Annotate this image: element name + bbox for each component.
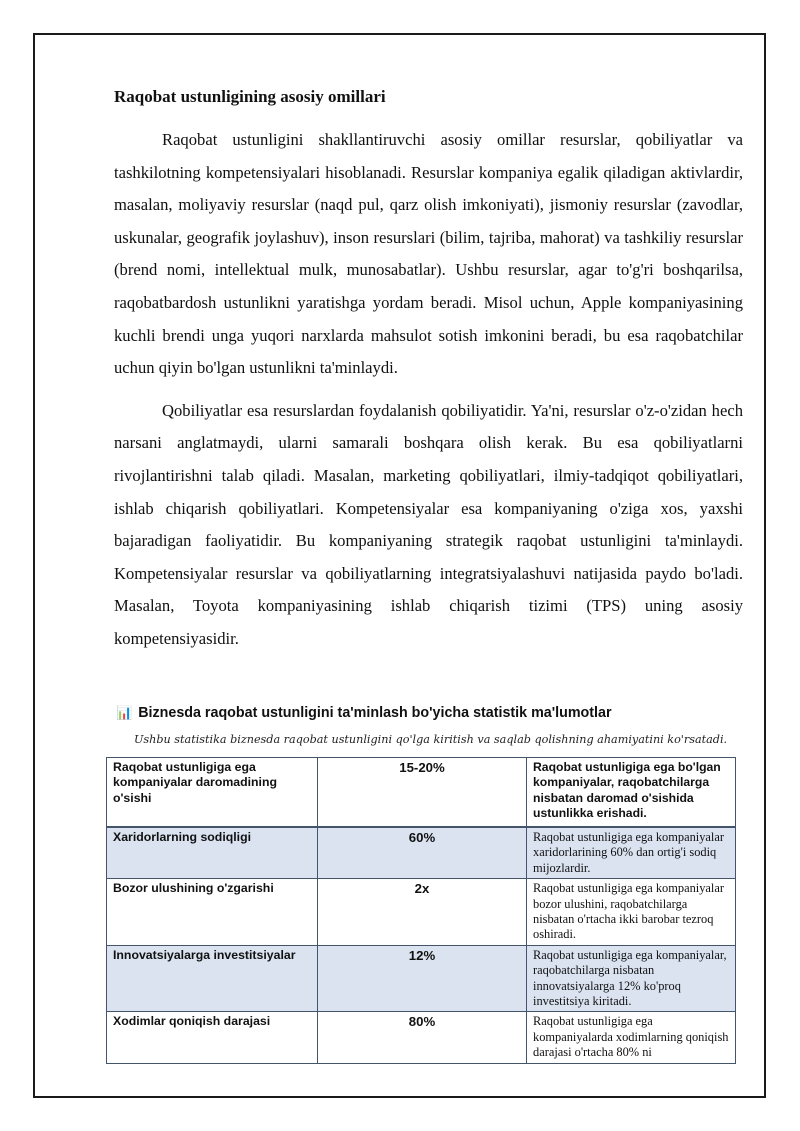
table-cell-value: 60% [318, 827, 527, 879]
table-cell-value: 80% [318, 1012, 527, 1063]
statistics-description: Ushbu statistika biznesda raqobat ustunligini qo'lga kiritish va saqlab qolishning ahamiyatini ko'rsatadi. [134, 733, 728, 746]
table-cell-value: 15-20% [318, 758, 527, 828]
table-row [107, 827, 736, 879]
table-row [107, 945, 736, 1012]
statistics-title [116, 703, 612, 723]
table-cell-value: 12% [318, 945, 527, 1012]
table-cell-indicator: Raqobat ustunligiga ega kompaniyalar daromadining o'sishi [107, 758, 318, 828]
paragraph-resources: Raqobat ustunligini shakllantiruvchi asosiy omillar resurslar, qobiliyatlar va tashkilotning kompetensiyalari hisoblanadi. Resurslar kompaniya egalik qiladigan aktivlardir, masalan, moliyaviy resurslar (naqd pul, qarz olish imkoniyati), jismoniy resurslar (zavodlar, uskunalar, geografik joylashuv), inson resurslari (bilim, tajriba, mahorat) va tashkiliy resurslar (brend nomi, intellektual mulk, munosabatlar). Ushbu resurslar, agar to'g'ri boshqarilsa, raqobatbardosh ustunlikni yaratishga yordam beradi. Misol uchun, Apple kompaniyasining kuchli brendi unga yuqori narxlarda mahsulot sotish imkonini beradi, bu esa raqobatchilar uchun qiyin bo'lgan ustunlikni ta'minlaydi. [114, 130, 743, 378]
table-cell-indicator: Xodimlar qoniqish darajasi [107, 1012, 318, 1063]
table-row [107, 1012, 736, 1063]
table-cell-indicator: Xaridorlarning sodiqligi [107, 827, 318, 879]
table-cell-explanation: Raqobat ustunligiga ega bo'lgan kompaniyalar, raqobatchilarga nisbatan daromad o'sishida ustunlikka erishadi. [527, 758, 736, 828]
bar-chart-icon: 📊 [116, 705, 133, 720]
table-cell-explanation: Raqobat ustunligiga ega kompaniyalar, raqobatchilarga nisbatan innovatsiyalarga 12% ko'proq investitsiya kiritadi. [527, 945, 736, 1012]
table-cell-explanation: Raqobat ustunligiga ega kompaniyalar xaridorlarining 60% dan ortig'i sodiq mijozlardir. [527, 827, 736, 879]
table-cell-indicator: Innovatsiyalarga investitsiyalar [107, 945, 318, 1012]
statistics-title-text: Biznesda raqobat ustunligini ta'minlash bo'yicha statistik ma'lumotlar [138, 705, 612, 721]
section-heading: Raqobat ustunligining asosiy omillari [114, 87, 386, 106]
table-cell-explanation: Raqobat ustunligiga ega kompaniyalarda xodimlarning qoniqish darajasi o'rtacha 80% ni [527, 1012, 736, 1063]
table-cell-value: 2x [318, 879, 527, 946]
table-header-row [107, 758, 736, 828]
table-row [107, 879, 736, 946]
paragraph-capabilities: Qobiliyatlar esa resurslardan foydalanish qobiliyatidir. Ya'ni, resurslar o'z-o'zidan hech narsani anglatmaydi, ularni samarali boshqara olish kerak. Bu esa qobiliyatlarni rivojlantirishni talab qiladi. Masalan, marketing qobiliyatlari, ilmiy-tadqiqot qobiliyatlari, ishlab chiqarish qobiliyatlari. Kompetensiyalar esa kompaniyaning o'ziga xos, yaxshi bajaradigan faoliyatidir. Bu kompaniyaning strategik raqobat ustunligini ta'minlaydi. Kompetensiyalar resurslar va qobiliyatlarning integratsiyalashuvi natijasida paydo bo'ladi. Masalan, Toyota kompaniyasining ishlab chiqarish tizimi (TPS) uning asosiy kompetensiyasidir. [114, 400, 743, 648]
table-cell-explanation: Raqobat ustunligiga ega kompaniyalar bozor ulushini, raqobatchilarga nisbatan o'rtacha ikki barobar tezroq oshiradi. [527, 879, 736, 946]
table-cell-indicator: Bozor ulushining o'zgarishi [107, 879, 318, 946]
statistics-table [106, 757, 736, 1064]
document-body [114, 86, 743, 666]
